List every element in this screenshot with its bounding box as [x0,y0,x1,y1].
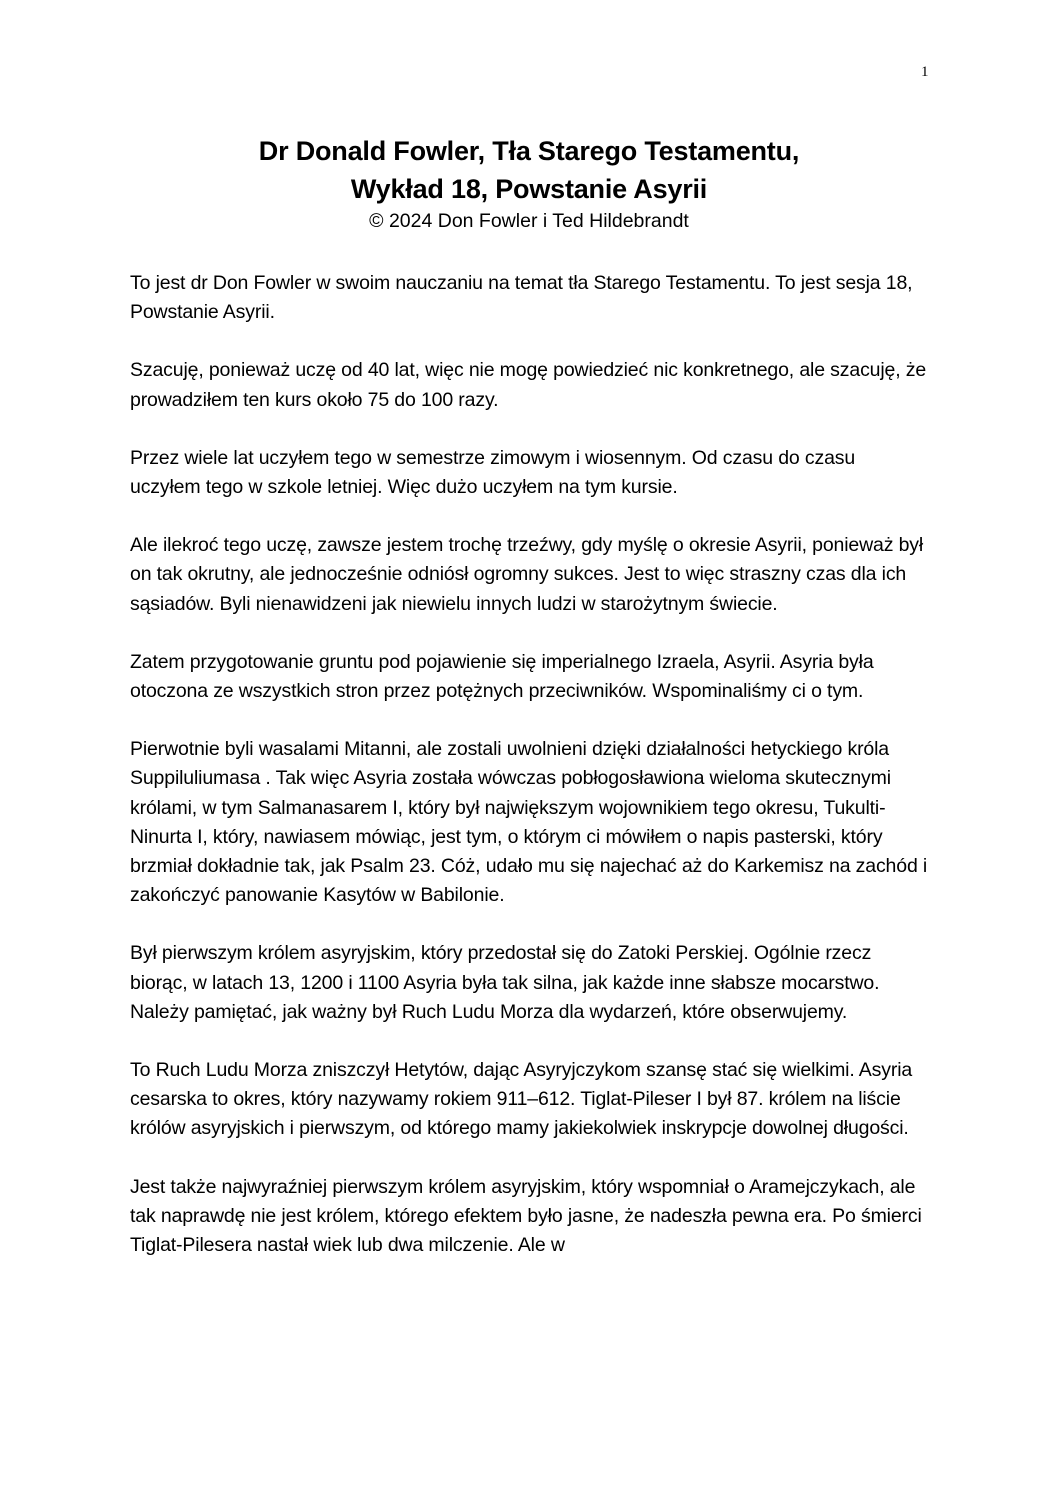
paragraph: Jest także najwyraźniej pierwszym królem asyryjskim, który wspomniał o Aramejczykach, ale tak naprawdę nie jest królem, którego efektem było jasne, że nadeszła pewna era. Po śmierci Tiglat-Pilesera nastał wiek lub dwa milczenie. Ale w [130,1175,922,1257]
paragraph: Przez wiele lat uczyłem tego w semestrze zimowym i wiosennym. Od czasu do czasu uczyłem tego w szkole letniej. Więc dużo uczyłem na tym kursie. [130,446,856,499]
copyright-notice: © 2024 Don Fowler i Ted Hildebrandt [369,210,689,232]
paragraph: Pierwotnie byli wasalami Mitanni, ale zostali uwolnieni dzięki działalności hetyckiego króla Suppiluliumasa . Tak więc Asyria została wówczas pobłogosławiona wieloma skutecznymi królami, w tym Salmanasarem I, który był największym wojownikiem tego okresu, Tukulti-Ninurta I, który, nawiasem mówiąc, jest tym, o którym ci mówiłem o napis pasterski, który brzmiał dokładnie tak, jak Psalm 23. Cóż, udało mu się najechać aż do Karkemisz na zachód i zakończyć panowanie Kasytów w Babilonie. [130,738,928,907]
paragraph: Zatem przygotowanie gruntu pod pojawienie się imperialnego Izraela, Asyrii. Asyria była otoczona ze wszystkich stron przez potężnych przeciwników. Wspominaliśmy ci o tym. [130,650,874,703]
document-body [130,269,930,1289]
page-number: 1 [921,64,929,80]
document-header [0,132,1058,234]
paragraph: Ale ilekroć tego uczę, zawsze jestem trochę trzeźwy, gdy myślę o okresie Asyrii, ponieważ był on tak okrutny, ale jednocześnie odniósł ogromny sukces. Jest to więc straszny czas dla ich sąsiadów. Byli nienawidzeni jak niewielu innych ludzi w starożytnym świecie. [130,534,924,615]
document-title-line-2: Wykład 18, Powstanie Asyrii [350,174,708,204]
document-title-line-1: Dr Donald Fowler, Tła Starego Testamentu, [258,136,800,166]
paragraph: To Ruch Ludu Morza zniszczył Hetytów, dając Asyryjczykom szansę stać się wielkimi. Asyria cesarska to okres, który nazywamy rokiem 911–612. Tiglat-Pileser I był 87. królem na liście królów asyryjskich i pierwszym, od którego mamy jakiekolwiek inskrypcje dowolnej długości. [130,1059,913,1140]
paragraph: To jest dr Don Fowler w swoim nauczaniu na temat tła Starego Testamentu. To jest sesja 18, Powstanie Asyrii. [130,272,913,324]
paragraph: Szacuję, ponieważ uczę od 40 lat, więc nie mogę powiedzieć nic konkretnego, ale szacuję, że prowadziłem ten kurs około 75 do 100 razy. [130,359,927,411]
paragraph: Był pierwszym królem asyryjskim, który przedostał się do Zatoki Perskiej. Ogólnie rzecz biorąc, w latach 13, 1200 i 1100 Asyria była tak silna, jak każde inne słabsze mocarstwo. Należy pamiętać, jak ważny był Ruch Ludu Morza dla wydarzeń, które obserwujemy. [130,942,880,1023]
